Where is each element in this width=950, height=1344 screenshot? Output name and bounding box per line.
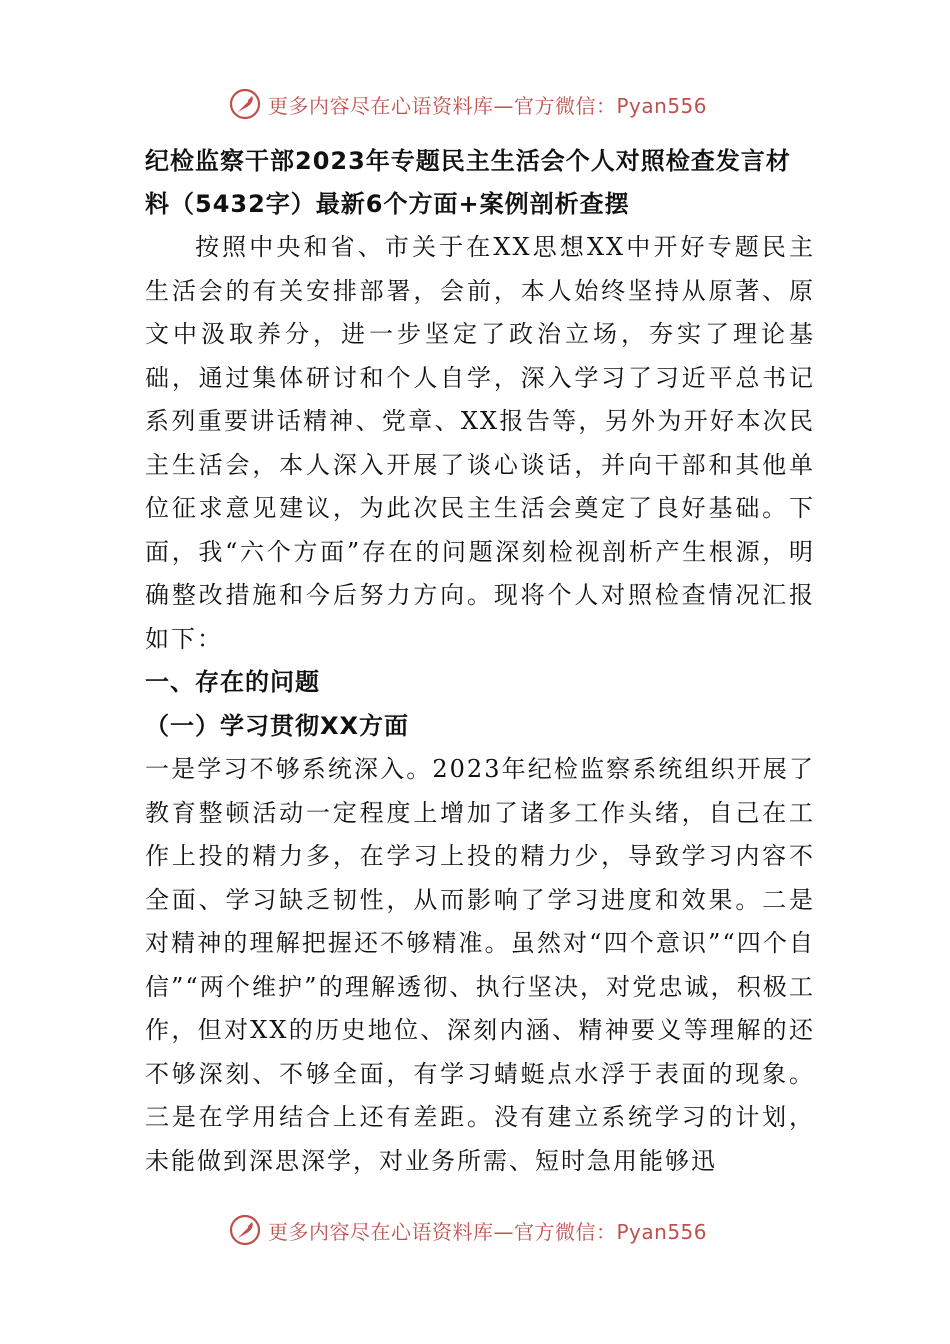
watermark-footer bbox=[228, 1210, 707, 1250]
document-body bbox=[145, 140, 815, 1183]
body-paragraph: 一是学习不够系统深入。2023年纪检监察系统组织开展了教育整顿活动一定程度上增加了诸多工作头绪，自己在工作上投的精力多，在学习上投的精力少，导致学习内容不全面、学习缺乏韧性，从而影响了学习进度和效果。二是对精神的理解把握还不够精准。虽然对“四个意识”“四个自信”“两个维护”的理解透彻、执行坚决，对党忠诚，积极工作，但对XX的历史地位、深刻内涵、精神要义等理解的还不够深刻、不够全面，有学习蜻蜓点水浮于表面的现象。三是在学用结合上还有差距。没有建立系统学习的计划，未能做到深思深学，对业务所需、短时急用能够迅 bbox=[145, 755, 815, 1175]
watermark-header bbox=[228, 84, 707, 124]
subsection-heading: （一）学习贯彻XX方面 bbox=[145, 711, 410, 740]
document-title: 纪检监察干部2023年专题民主生活会个人对照检查发言材料（5432字）最新6个方面+案例剖析查摆 bbox=[145, 147, 791, 218]
watermark-text: 更多内容尽在心语资料库—官方微信：Pyan556 bbox=[268, 1219, 708, 1244]
feather-pen-logo-icon bbox=[228, 1213, 262, 1247]
watermark-text: 更多内容尽在心语资料库—官方微信：Pyan556 bbox=[268, 93, 708, 118]
section-heading: 一、存在的问题 bbox=[145, 668, 320, 696]
intro-paragraph: 按照中央和省、市关于在XX思想XX中开好专题民主生活会的有关安排部署，会前，本人始终坚持从原著、原文中汲取养分，进一步坚定了政治立场，夯实了理论基础，通过集体研讨和个人自学，深入学习了习近平总书记系列重要讲话精神、党章、XX报告等，另外为开好本次民主生活会，本人深入开展了谈心谈话，并向干部和其他单位征求意见建议，为此次民主生活会奠定了良好基础。下面，我“六个方面”存在的问题深刻检视剖析产生根源，明确整改措施和今后努力方向。现将个人对照检查情况汇报如下： bbox=[145, 233, 815, 653]
feather-pen-logo-icon bbox=[228, 87, 262, 121]
